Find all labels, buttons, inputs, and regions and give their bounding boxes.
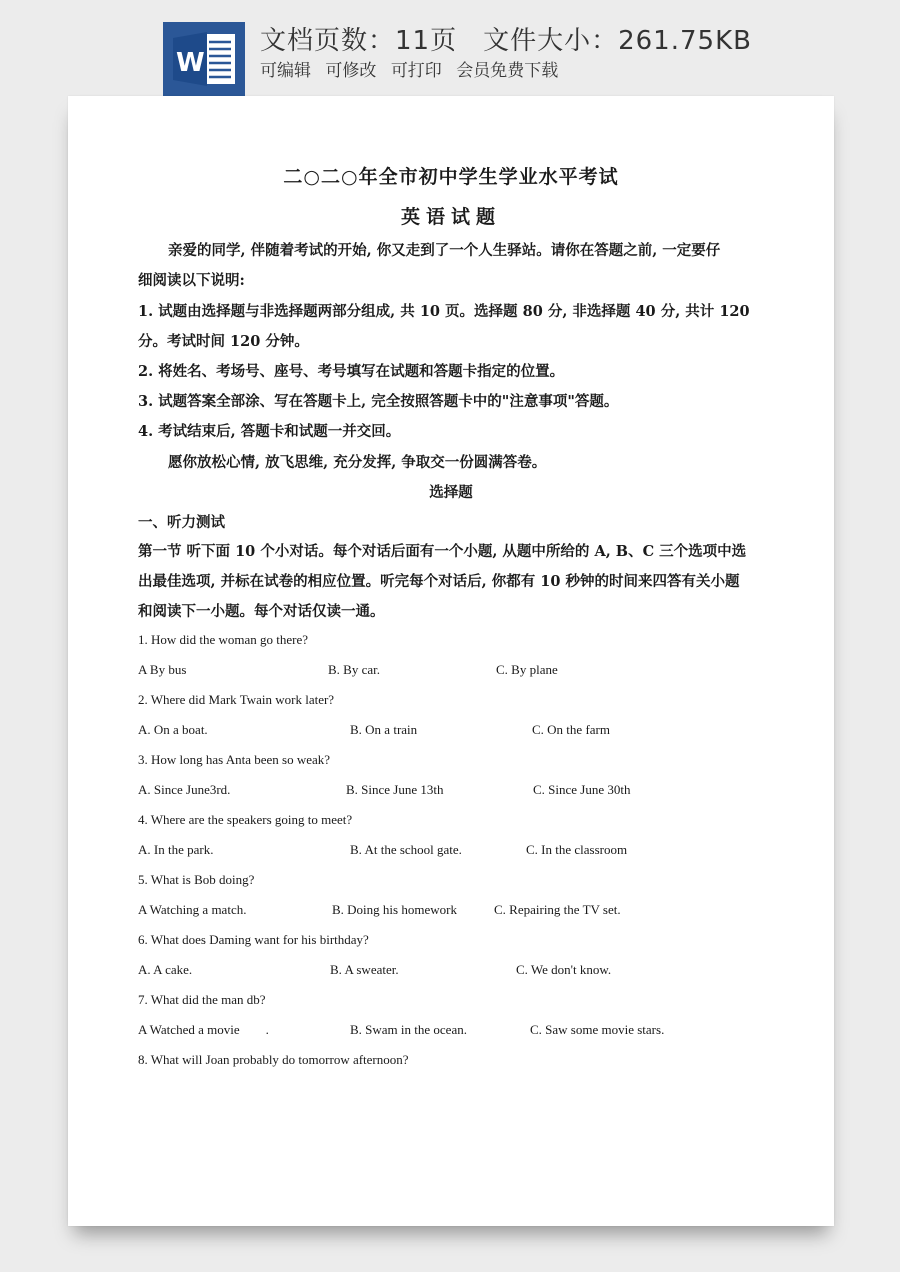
instructions-line-2: 出最佳选项, 并标在试卷的相应位置。听完每个对话后, 你都有 10 秒钟的时间来四答有关小题 [138,573,740,590]
exam-title: 二○二○年全市初中学生学业水平考试 [283,166,619,188]
question-7-option-a: A Watched a movie . [138,1022,269,1037]
feature-list [260,56,567,81]
rule-4: 4. 考试结束后, 答题卡和试题一并交回。 [138,423,401,440]
rule-3: 3. 试题答案全部涂、写在答题卡上, 完全按照答题卡中的"注意事项"答题。 [138,393,619,410]
word-document-icon [163,22,245,96]
question-4-option-b: B. At the school gate. [350,842,462,857]
question-6-option-b: B. A sweater. [330,962,399,977]
feature-editable: 可编辑 [260,61,311,81]
document-info-header [0,0,900,100]
question-5-option-a: A Watching a match. [138,902,247,917]
rule-1-line-2: 分。考试时间 120 分钟。 [138,333,309,350]
rule-2: 2. 将姓名、考场号、座号、考号填写在试题和答题卡指定的位置。 [138,363,565,380]
question-6-option-c: C. We don't know. [516,962,612,977]
question-5-option-b: B. Doing his homework [332,902,457,917]
question-3-option-c: C. Since June 30th [533,782,631,797]
question-2-option-b: B. On a train [350,722,418,737]
question-1: 1. How did the woman go there? [138,632,309,647]
question-1-option-b: B. By car. [328,662,380,677]
svg-text:W: W [176,48,205,78]
feature-free-download: 会员免费下载 [456,61,559,81]
wish-line: 愿你放松心情, 放飞思维, 充分发挥, 争取交一份圆满答卷。 [168,454,547,471]
feature-modifiable: 可修改 [325,61,377,81]
question-8: 8. What will Joan probably do tomorrow afternoon? [138,1052,409,1067]
page-count: 文档页数：11页 [260,26,458,56]
file-size: 文件大小：261.75KB [483,26,752,56]
question-4-option-c: C. In the classroom [526,842,628,857]
question-1-option-a: A By bus [138,662,187,677]
question-2-option-a: A. On a boat. [138,722,208,737]
intro-line-2: 细阅读以下说明: [138,272,245,289]
question-2: 2. Where did Mark Twain work later? [138,692,335,707]
question-6-option-a: A. A cake. [138,962,193,977]
rule-1-line-1: 1. 试题由选择题与非选择题两部分组成, 共 10 页。选择题 80 分, 非选择题 40 分, 共计 120 [138,303,750,320]
exam-subtitle: 英语试题 [400,206,501,228]
question-7-option-c: C. Saw some movie stars. [530,1022,665,1037]
instructions-line-1: 第一节 听下面 10 个小对话。每个对话后面有一个小题, 从题中所给的 A, B、C 三个选项中选 [138,543,747,560]
question-4: 4. Where are the speakers going to meet? [138,812,353,827]
question-5-option-c: C. Repairing the TV set. [494,902,621,917]
question-4-option-a: A. In the park. [138,842,214,857]
part-heading: 一、听力测试 [138,514,225,531]
question-3-option-a: A. Since June3rd. [138,782,231,797]
intro-line-1: 亲爱的同学, 伴随着考试的开始, 你又走到了一个人生驿站。请你在答题之前, 一定要仔 [168,242,721,259]
document-page [68,96,834,1226]
section-heading: 选择题 [429,484,473,501]
question-7: 7. What did the man db? [138,992,266,1007]
question-3-option-b: B. Since June 13th [346,782,444,797]
question-7-option-b: B. Swam in the ocean. [350,1022,467,1037]
question-6: 6. What does Daming want for his birthday? [138,932,369,947]
question-2-option-c: C. On the farm [532,722,610,737]
feature-printable: 可打印 [390,61,442,81]
question-5: 5. What is Bob doing? [138,872,255,887]
document-meta [260,20,752,57]
instructions-line-3: 和阅读下一小题。每个对话仅读一通。 [138,603,385,620]
question-1-option-c: C. By plane [496,662,558,677]
question-3: 3. How long has Anta been so weak? [138,752,331,767]
